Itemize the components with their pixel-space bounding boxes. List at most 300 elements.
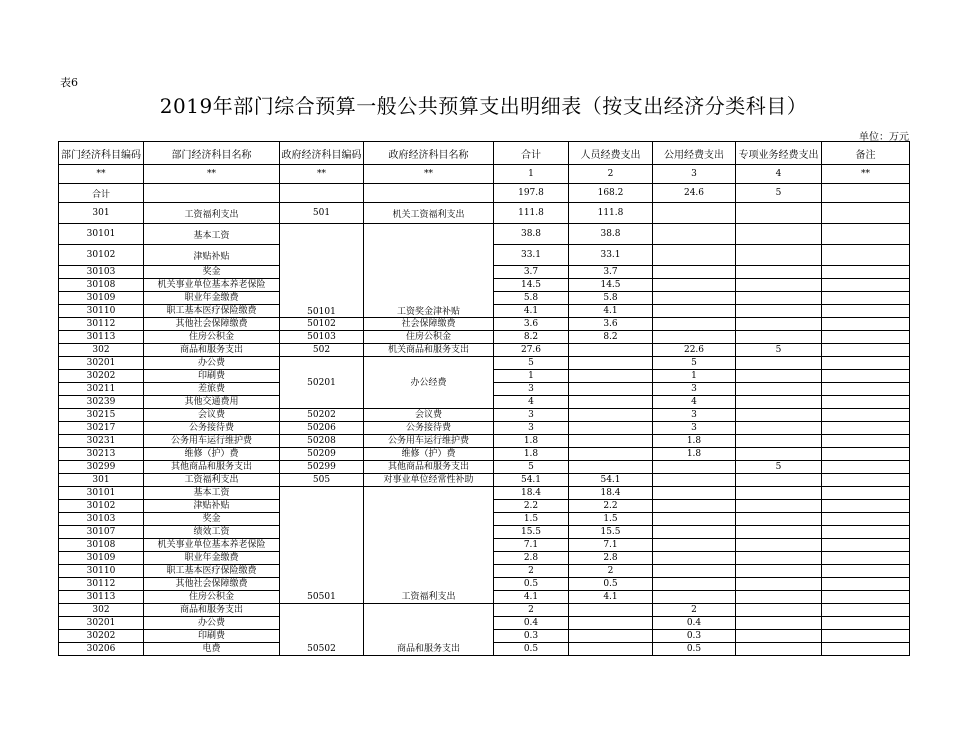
- personnel-cell: 2.8: [569, 552, 653, 565]
- remark-cell: [822, 474, 910, 487]
- public-cell: [653, 591, 736, 604]
- gov-code: 50101: [280, 224, 364, 318]
- public-cell: [653, 331, 736, 344]
- special-cell: [736, 578, 822, 591]
- gov-name: 社会保障缴费: [364, 318, 494, 331]
- dept-name: 住房公积金: [144, 331, 280, 344]
- total-cell: 0.3: [494, 630, 569, 643]
- special-cell: [736, 487, 822, 500]
- remark-cell: [822, 224, 910, 245]
- public-cell: [653, 292, 736, 305]
- gov-code: 50206: [280, 422, 364, 435]
- dept-code: 30299: [59, 461, 144, 474]
- public-cell: 1.8: [653, 448, 736, 461]
- special-cell: [736, 617, 822, 630]
- dept-code: 30239: [59, 396, 144, 409]
- total-cell: 0.5: [494, 643, 569, 656]
- public-cell: 0.5: [653, 643, 736, 656]
- dept-code: 30109: [59, 292, 144, 305]
- personnel-cell: 1.5: [569, 513, 653, 526]
- special-cell: [736, 292, 822, 305]
- dept-code: 30113: [59, 591, 144, 604]
- special-cell: [736, 630, 822, 643]
- dept-code: 30110: [59, 565, 144, 578]
- dept-code: 30102: [59, 500, 144, 513]
- table-cell: **: [822, 165, 910, 184]
- public-cell: [653, 487, 736, 500]
- special-cell: 5: [736, 344, 822, 357]
- remark-cell: [822, 578, 910, 591]
- special-cell: [736, 500, 822, 513]
- total-cell: 33.1: [494, 245, 569, 266]
- dept-name: 维修（护）费: [144, 448, 280, 461]
- total-cell: 2.8: [494, 552, 569, 565]
- dept-name: 职业年金缴费: [144, 292, 280, 305]
- dept-name: 会议费: [144, 409, 280, 422]
- special-cell: [736, 435, 822, 448]
- dept-name: 办公费: [144, 357, 280, 370]
- personnel-cell: [569, 422, 653, 435]
- total-cell: 2: [494, 565, 569, 578]
- personnel-cell: [569, 435, 653, 448]
- table-cell: 1: [494, 165, 569, 184]
- gov-name: 会议费: [364, 409, 494, 422]
- personnel-cell: 4.1: [569, 305, 653, 318]
- remark-cell: [822, 203, 910, 224]
- header-cell: 合计: [494, 142, 569, 165]
- dept-code: 30102: [59, 245, 144, 266]
- dept-code: 30107: [59, 526, 144, 539]
- special-cell: [736, 318, 822, 331]
- personnel-cell: 2: [569, 565, 653, 578]
- public-cell: [653, 565, 736, 578]
- total-cell: 18.4: [494, 487, 569, 500]
- public-cell: [653, 279, 736, 292]
- remark-cell: [822, 539, 910, 552]
- header-cell: 政府经济科目编码: [280, 142, 364, 165]
- table-row: [59, 448, 910, 461]
- header-cell: 政府经济科目名称: [364, 142, 494, 165]
- dept-code: 30108: [59, 539, 144, 552]
- personnel-cell: 8.2: [569, 331, 653, 344]
- special-cell: [736, 565, 822, 578]
- table-cell: **: [364, 165, 494, 184]
- gov-name: 公务接待费: [364, 422, 494, 435]
- dept-name: 基本工资: [144, 487, 280, 500]
- dept-code: 30112: [59, 578, 144, 591]
- dept-code: 30108: [59, 279, 144, 292]
- personnel-cell: [569, 396, 653, 409]
- public-cell: [653, 500, 736, 513]
- budget-table: [58, 141, 910, 656]
- dept-code: 30113: [59, 331, 144, 344]
- personnel-cell: 14.5: [569, 279, 653, 292]
- special-cell: [736, 422, 822, 435]
- personnel-cell: [569, 604, 653, 617]
- gov-name: 商品和服务支出: [364, 604, 494, 656]
- personnel-cell: 7.1: [569, 539, 653, 552]
- public-cell: [653, 224, 736, 245]
- special-cell: [736, 409, 822, 422]
- index-row: [59, 165, 910, 184]
- total-cell: 54.1: [494, 474, 569, 487]
- public-cell: 0.3: [653, 630, 736, 643]
- special-cell: [736, 513, 822, 526]
- dept-code: 30202: [59, 630, 144, 643]
- special-cell: [736, 643, 822, 656]
- remark-cell: [822, 305, 910, 318]
- public-cell: 22.6: [653, 344, 736, 357]
- remark-cell: [822, 344, 910, 357]
- total-label: 合计: [59, 184, 144, 203]
- personnel-cell: [569, 357, 653, 370]
- dept-name: 基本工资: [144, 224, 280, 245]
- dept-name: 住房公积金: [144, 591, 280, 604]
- table-cell: **: [59, 165, 144, 184]
- personnel-cell: [569, 448, 653, 461]
- public-cell: 3: [653, 383, 736, 396]
- remark-cell: [822, 630, 910, 643]
- gov-code: 50299: [280, 461, 364, 474]
- special-cell: [736, 357, 822, 370]
- remark-cell: [822, 487, 910, 500]
- total-cell: 3: [494, 383, 569, 396]
- gov-code: 505: [280, 474, 364, 487]
- special-cell: [736, 203, 822, 224]
- table-cell: [280, 184, 364, 203]
- table-cell: 2: [569, 165, 653, 184]
- personnel-cell: [569, 370, 653, 383]
- gov-code: 50103: [280, 331, 364, 344]
- total-cell: 3.7: [494, 266, 569, 279]
- dept-name: 电费: [144, 643, 280, 656]
- gov-name: 对事业单位经常性补助: [364, 474, 494, 487]
- total-cell: 4.1: [494, 305, 569, 318]
- header-cell: 人员经费支出: [569, 142, 653, 165]
- unit-label: 单位：万元: [859, 132, 909, 143]
- special-cell: [736, 448, 822, 461]
- total-cell: 27.6: [494, 344, 569, 357]
- dept-code: 30112: [59, 318, 144, 331]
- total-cell: 1: [494, 370, 569, 383]
- personnel-cell: 18.4: [569, 487, 653, 500]
- remark-cell: [822, 370, 910, 383]
- remark-cell: [822, 461, 910, 474]
- remark-cell: [822, 617, 910, 630]
- header-cell: 公用经费支出: [653, 142, 736, 165]
- gov-code: 502: [280, 344, 364, 357]
- special-cell: [736, 305, 822, 318]
- public-cell: [653, 461, 736, 474]
- personnel-cell: 3.7: [569, 266, 653, 279]
- personnel-cell: [569, 409, 653, 422]
- special-cell: [736, 370, 822, 383]
- public-cell: [653, 266, 736, 279]
- dept-code: 30206: [59, 643, 144, 656]
- dept-name: 工资福利支出: [144, 203, 280, 224]
- dept-name: 奖金: [144, 266, 280, 279]
- table-row: [59, 474, 910, 487]
- header-cell: 备注: [822, 142, 910, 165]
- table-tag: 表6: [60, 76, 78, 89]
- special-cell: [736, 526, 822, 539]
- header-row: [59, 142, 910, 165]
- remark-cell: [822, 435, 910, 448]
- remark-cell: [822, 422, 910, 435]
- total-cell: 1.5: [494, 513, 569, 526]
- dept-code: 30213: [59, 448, 144, 461]
- dept-code: 30217: [59, 422, 144, 435]
- personnel-cell: 33.1: [569, 245, 653, 266]
- personnel-cell: 0.5: [569, 578, 653, 591]
- dept-name: 其他交通费用: [144, 396, 280, 409]
- personnel-cell: [569, 617, 653, 630]
- dept-name: 职业年金缴费: [144, 552, 280, 565]
- special-cell: [736, 591, 822, 604]
- remark-cell: [822, 266, 910, 279]
- dept-name: 其他商品和服务支出: [144, 461, 280, 474]
- public-cell: 3: [653, 409, 736, 422]
- gov-code: 50102: [280, 318, 364, 331]
- dept-code: 30103: [59, 513, 144, 526]
- total-cell: 2: [494, 604, 569, 617]
- personnel-cell: [569, 344, 653, 357]
- dept-code: 30109: [59, 552, 144, 565]
- public-cell: [653, 305, 736, 318]
- total-cell: 38.8: [494, 224, 569, 245]
- remark-cell: [822, 526, 910, 539]
- dept-name: 其他社会保障缴费: [144, 318, 280, 331]
- gov-name: 工资福利支出: [364, 487, 494, 604]
- remark-cell: [822, 409, 910, 422]
- remark-cell: [822, 383, 910, 396]
- dept-code: 30231: [59, 435, 144, 448]
- personnel-cell: 5.8: [569, 292, 653, 305]
- gov-code: 50501: [280, 487, 364, 604]
- dept-name: 津贴补贴: [144, 245, 280, 266]
- dept-name: 职工基本医疗保险缴费: [144, 565, 280, 578]
- dept-name: 办公费: [144, 617, 280, 630]
- remark-cell: [822, 357, 910, 370]
- gov-code: 501: [280, 203, 364, 224]
- dept-name: 印刷费: [144, 370, 280, 383]
- dept-name: 机关事业单位基本养老保险: [144, 539, 280, 552]
- dept-name: 公务接待费: [144, 422, 280, 435]
- gov-name: 办公经费: [364, 357, 494, 409]
- gov-name: 公务用车运行维护费: [364, 435, 494, 448]
- remark-cell: [822, 331, 910, 344]
- table-row: [59, 331, 910, 344]
- total-cell: 0.5: [494, 578, 569, 591]
- remark-cell: [822, 552, 910, 565]
- remark-cell: [822, 513, 910, 526]
- dept-code: 30201: [59, 617, 144, 630]
- personnel-cell: [569, 461, 653, 474]
- total-cell: 111.8: [494, 203, 569, 224]
- total-cell: 1.8: [494, 435, 569, 448]
- header-cell: 部门经济科目编码: [59, 142, 144, 165]
- total-cell: 3: [494, 422, 569, 435]
- dept-name: 职工基本医疗保险缴费: [144, 305, 280, 318]
- gov-name: 机关商品和服务支出: [364, 344, 494, 357]
- dept-name: 商品和服务支出: [144, 344, 280, 357]
- personnel-cell: [569, 630, 653, 643]
- public-cell: 1: [653, 370, 736, 383]
- public-cell: [653, 318, 736, 331]
- gov-name: 维修（护）费: [364, 448, 494, 461]
- special-cell: [736, 279, 822, 292]
- public-cell: 0.4: [653, 617, 736, 630]
- public-cell: [653, 245, 736, 266]
- table-cell: [364, 184, 494, 203]
- public-cell: 1.8: [653, 435, 736, 448]
- personnel-cell: [569, 643, 653, 656]
- total-cell: 3.6: [494, 318, 569, 331]
- total-cell: 2.2: [494, 500, 569, 513]
- header-cell: 专项业务经费支出: [736, 142, 822, 165]
- total-cell: 5: [494, 461, 569, 474]
- public-cell: [653, 526, 736, 539]
- personnel-cell: 2.2: [569, 500, 653, 513]
- public-cell: 5: [653, 357, 736, 370]
- dept-code: 302: [59, 604, 144, 617]
- table-row: [59, 422, 910, 435]
- special-cell: [736, 604, 822, 617]
- table-row: [59, 203, 910, 224]
- special-cell: [736, 245, 822, 266]
- dept-name: 其他社会保障缴费: [144, 578, 280, 591]
- special-cell: [736, 552, 822, 565]
- total-cell: 7.1: [494, 539, 569, 552]
- dept-code: 30101: [59, 224, 144, 245]
- dept-name: 奖金: [144, 513, 280, 526]
- total-cell: 4: [494, 396, 569, 409]
- remark-cell: [822, 448, 910, 461]
- public-cell: [653, 513, 736, 526]
- special-cell: [736, 266, 822, 279]
- dept-code: 301: [59, 474, 144, 487]
- table-cell: 3: [653, 165, 736, 184]
- table-cell: [144, 184, 280, 203]
- total-row: [59, 184, 910, 203]
- gov-code: 50209: [280, 448, 364, 461]
- dept-name: 绩效工资: [144, 526, 280, 539]
- gov-name: 住房公积金: [364, 331, 494, 344]
- dept-name: 工资福利支出: [144, 474, 280, 487]
- special-cell: [736, 396, 822, 409]
- table-cell: 168.2: [569, 184, 653, 203]
- dept-name: 机关事业单位基本养老保险: [144, 279, 280, 292]
- remark-cell: [822, 643, 910, 656]
- dept-name: 津贴补贴: [144, 500, 280, 513]
- table-row: [59, 435, 910, 448]
- table-row: [59, 409, 910, 422]
- personnel-cell: 3.6: [569, 318, 653, 331]
- special-cell: [736, 539, 822, 552]
- public-cell: [653, 552, 736, 565]
- gov-name: 其他商品和服务支出: [364, 461, 494, 474]
- gov-name: 机关工资福利支出: [364, 203, 494, 224]
- dept-name: 差旅费: [144, 383, 280, 396]
- table-row: [59, 224, 910, 245]
- public-cell: [653, 474, 736, 487]
- gov-name: 工资奖金津补贴: [364, 224, 494, 318]
- gov-code: 50201: [280, 357, 364, 409]
- table-row: [59, 357, 910, 370]
- remark-cell: [822, 604, 910, 617]
- header-cell: 部门经济科目名称: [144, 142, 280, 165]
- dept-code: 30215: [59, 409, 144, 422]
- personnel-cell: 111.8: [569, 203, 653, 224]
- personnel-cell: 38.8: [569, 224, 653, 245]
- table-cell: **: [144, 165, 280, 184]
- remark-cell: [822, 396, 910, 409]
- dept-code: 302: [59, 344, 144, 357]
- public-cell: [653, 578, 736, 591]
- dept-name: 印刷费: [144, 630, 280, 643]
- total-cell: 14.5: [494, 279, 569, 292]
- special-cell: [736, 224, 822, 245]
- remark-cell: [822, 500, 910, 513]
- special-cell: [736, 383, 822, 396]
- table-cell: 4: [736, 165, 822, 184]
- dept-code: 30202: [59, 370, 144, 383]
- total-cell: 15.5: [494, 526, 569, 539]
- page-title: 2019年部门综合预算一般公共预算支出明细表（按支出经济分类科目）: [159, 94, 808, 118]
- dept-code: 30101: [59, 487, 144, 500]
- gov-code: 50202: [280, 409, 364, 422]
- table-row: [59, 344, 910, 357]
- public-cell: [653, 203, 736, 224]
- remark-cell: [822, 565, 910, 578]
- dept-name: 商品和服务支出: [144, 604, 280, 617]
- table-row: [59, 604, 910, 617]
- remark-cell: [822, 279, 910, 292]
- public-cell: [653, 539, 736, 552]
- personnel-cell: 4.1: [569, 591, 653, 604]
- special-cell: 5: [736, 461, 822, 474]
- total-cell: 3: [494, 409, 569, 422]
- dept-code: 30103: [59, 266, 144, 279]
- table-cell: 5: [736, 184, 822, 203]
- public-cell: 3: [653, 422, 736, 435]
- total-cell: 0.4: [494, 617, 569, 630]
- table-row: [59, 318, 910, 331]
- total-cell: 5.8: [494, 292, 569, 305]
- personnel-cell: 15.5: [569, 526, 653, 539]
- total-cell: 8.2: [494, 331, 569, 344]
- table-row: [59, 461, 910, 474]
- dept-code: 301: [59, 203, 144, 224]
- table-cell: [822, 184, 910, 203]
- public-cell: 4: [653, 396, 736, 409]
- remark-cell: [822, 318, 910, 331]
- remark-cell: [822, 245, 910, 266]
- dept-name: 公务用车运行维护费: [144, 435, 280, 448]
- dept-code: 30110: [59, 305, 144, 318]
- remark-cell: [822, 292, 910, 305]
- total-cell: 1.8: [494, 448, 569, 461]
- total-cell: 4.1: [494, 591, 569, 604]
- table-cell: 197.8: [494, 184, 569, 203]
- gov-code: 50208: [280, 435, 364, 448]
- special-cell: [736, 474, 822, 487]
- table-cell: 24.6: [653, 184, 736, 203]
- special-cell: [736, 331, 822, 344]
- personnel-cell: [569, 383, 653, 396]
- public-cell: 2: [653, 604, 736, 617]
- gov-code: 50502: [280, 604, 364, 656]
